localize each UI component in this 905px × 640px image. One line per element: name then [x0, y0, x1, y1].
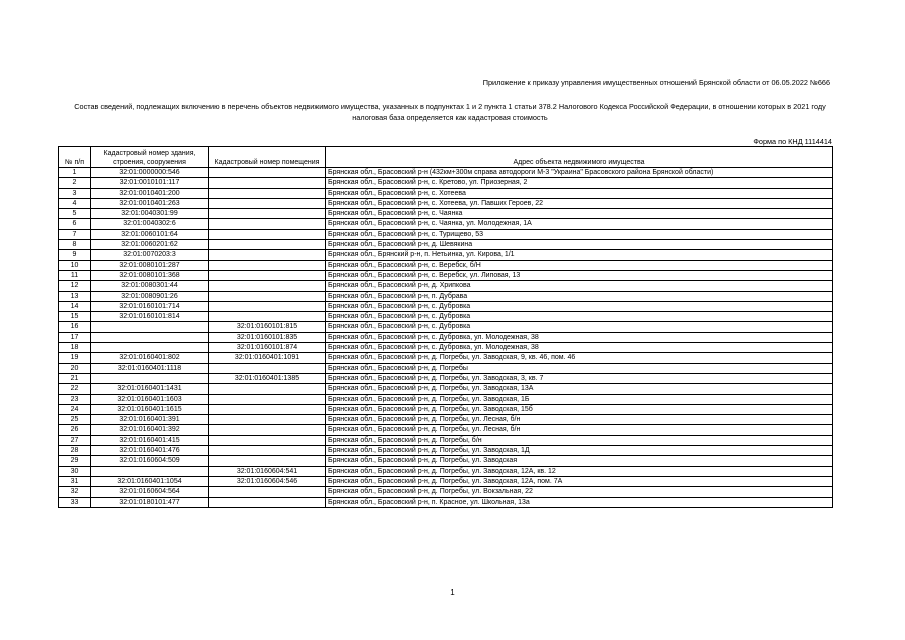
document-heading: Состав сведений, подлежащих включению в перечень объектов недвижимого имущества, указанных в подпунктах 1 и 2 пункта 1 статьи 378.2 Налогового Кодекса Российской Федерации, в отношении которых в 2021 году налоговая база определяется как кадастровая стоимость: [74, 102, 826, 122]
page-number: 1: [450, 588, 455, 597]
cell-number: 26: [59, 425, 91, 435]
table-row: [59, 240, 833, 250]
cell-address: Брянская обл., Брасовский р-н, д. Погребы, ул. Заводская, 12А, пом. 7А: [326, 476, 833, 486]
cell-address: Брянская обл., Брасовский р-н, д. Погребы, ул. Заводская, 1Б: [326, 394, 833, 404]
table-row: [59, 198, 833, 208]
cell-number: 22: [59, 384, 91, 394]
cell-building-cadastral: 32:01:0010101:117: [91, 178, 209, 188]
cell-building-cadastral: 32:01:0010401:263: [91, 198, 209, 208]
cell-building-cadastral: 32:01:0070203:3: [91, 250, 209, 260]
cell-address: Брянская обл., Брасовский р-н, д. Погребы, ул. Заводская: [326, 456, 833, 466]
cell-room-cadastral: [209, 229, 326, 239]
cell-address: Брянская обл., Брасовский р-н, с. Веребск, ул. Липовая, 13: [326, 270, 833, 280]
cell-address: Брянская обл., Брасовский р-н, с. Дубровка, ул. Молодежная, 38: [326, 332, 833, 342]
table-row: [59, 363, 833, 373]
table-row: [59, 322, 833, 332]
cell-address: Брянская обл., Брасовский р-н, д. Погребы, ул. Лесная, б/н: [326, 415, 833, 425]
cell-address: Брянская обл., Брасовский р-н, д. Шевякина: [326, 240, 833, 250]
cell-room-cadastral: [209, 394, 326, 404]
cell-room-cadastral: 32:01:0160401:1385: [209, 373, 326, 383]
cell-room-cadastral: [209, 198, 326, 208]
cell-building-cadastral: 32:01:0060201:62: [91, 240, 209, 250]
col-header-room-cadastral: Кадастровый номер помещения: [209, 147, 326, 168]
cell-building-cadastral: 32:01:0160401:392: [91, 425, 209, 435]
table-row: [59, 476, 833, 486]
cell-address: Брянская обл., Брасовский р-н, д. Погребы: [326, 363, 833, 373]
table-row: [59, 188, 833, 198]
table-row: [59, 260, 833, 270]
cell-address: Брянская обл., Брасовский р-н, п. Дубрава: [326, 291, 833, 301]
table-row: [59, 291, 833, 301]
cell-address: Брянская обл., Брасовский р-н, с. Чаянка: [326, 209, 833, 219]
cell-room-cadastral: [209, 240, 326, 250]
cell-building-cadastral: 32:01:0160401:1054: [91, 476, 209, 486]
cell-number: 18: [59, 343, 91, 353]
cell-building-cadastral: 32:01:0160401:1603: [91, 394, 209, 404]
cell-number: 28: [59, 446, 91, 456]
table-row: [59, 384, 833, 394]
cell-building-cadastral: [91, 466, 209, 476]
cell-building-cadastral: 32:01:0160401:1118: [91, 363, 209, 373]
cell-number: 17: [59, 332, 91, 342]
table-row: [59, 219, 833, 229]
appendix-note: Приложение к приказу управления имущественных отношений Брянской области от 06.05.2022 №666: [482, 78, 830, 87]
cell-building-cadastral: 32:01:0080301:44: [91, 281, 209, 291]
cell-building-cadastral: 32:01:0000000:546: [91, 168, 209, 178]
cell-number: 3: [59, 188, 91, 198]
cell-address: Брянская обл., Брасовский р-н, д. Погребы, ул. Вокзальная, 22: [326, 487, 833, 497]
cell-room-cadastral: [209, 250, 326, 260]
table-row: [59, 415, 833, 425]
cell-number: 4: [59, 198, 91, 208]
table-row: [59, 353, 833, 363]
table-row: [59, 497, 833, 507]
cell-address: Брянская обл., Брасовский р-н, с. Чаянка, ул. Молодежная, 1А: [326, 219, 833, 229]
cell-address: Брянская обл., Брасовский р-н, п. Красное, ул. Школьная, 13а: [326, 497, 833, 507]
table-row: [59, 178, 833, 188]
cell-building-cadastral: 32:01:0040302:6: [91, 219, 209, 229]
cell-room-cadastral: [209, 168, 326, 178]
cell-room-cadastral: [209, 188, 326, 198]
cell-address: Брянская обл., Брасовский р-н, д. Хрипкова: [326, 281, 833, 291]
cell-address: Брянская обл., Брасовский р-н, с. Дубровка: [326, 301, 833, 311]
cell-building-cadastral: [91, 373, 209, 383]
col-header-address: Адрес объекта недвижимого имущества: [326, 147, 833, 168]
cell-address: Брянская обл., Брасовский р-н, д. Погребы, ул. Заводская, 9, кв. 46, пом. 46: [326, 353, 833, 363]
cell-building-cadastral: 32:01:0160101:714: [91, 301, 209, 311]
table-row: [59, 301, 833, 311]
cell-room-cadastral: 32:01:0160101:815: [209, 322, 326, 332]
cell-number: 14: [59, 301, 91, 311]
property-register-table: [58, 146, 833, 508]
cell-room-cadastral: 32:01:0160604:541: [209, 466, 326, 476]
cell-room-cadastral: [209, 291, 326, 301]
cell-room-cadastral: 32:01:0160101:874: [209, 343, 326, 353]
cell-building-cadastral: [91, 322, 209, 332]
cell-room-cadastral: [209, 301, 326, 311]
table-row: [59, 229, 833, 239]
cell-number: 10: [59, 260, 91, 270]
cell-address: Брянская обл., Брасовский р-н, д. Погребы, ул. Заводская, 3, кв. 7: [326, 373, 833, 383]
cell-number: 13: [59, 291, 91, 301]
table-row: [59, 270, 833, 280]
cell-room-cadastral: [209, 497, 326, 507]
cell-room-cadastral: [209, 415, 326, 425]
cell-building-cadastral: 32:01:0180101:477: [91, 497, 209, 507]
cell-room-cadastral: [209, 281, 326, 291]
cell-address: Брянская обл., Брасовский р-н, д. Погребы, ул. Заводская, 12А, кв. 12: [326, 466, 833, 476]
cell-room-cadastral: [209, 446, 326, 456]
cell-building-cadastral: 32:01:0010401:200: [91, 188, 209, 198]
cell-room-cadastral: [209, 487, 326, 497]
table-row: [59, 446, 833, 456]
table-row: [59, 435, 833, 445]
cell-room-cadastral: [209, 178, 326, 188]
cell-building-cadastral: [91, 332, 209, 342]
cell-number: 7: [59, 229, 91, 239]
table-row: [59, 456, 833, 466]
table-row: [59, 466, 833, 476]
cell-number: 16: [59, 322, 91, 332]
table-row: [59, 394, 833, 404]
cell-address: Брянская обл., Брасовский р-н, с. Дубровка, ул. Молодежная, 38: [326, 343, 833, 353]
table-body: [59, 168, 833, 508]
cell-building-cadastral: 32:01:0160101:814: [91, 312, 209, 322]
cell-address: Брянская обл., Брасовский р-н, д. Погребы, ул. Заводская, 1Д: [326, 446, 833, 456]
cell-number: 6: [59, 219, 91, 229]
table-row: [59, 312, 833, 322]
cell-number: 1: [59, 168, 91, 178]
cell-building-cadastral: 32:01:0160401:802: [91, 353, 209, 363]
cell-room-cadastral: [209, 435, 326, 445]
cell-address: Брянская обл., Брянский р-н, п. Нетьинка, ул. Кирова, 1/1: [326, 250, 833, 260]
cell-address: Брянская обл., Брасовский р-н, с. Хотеева: [326, 188, 833, 198]
cell-room-cadastral: [209, 404, 326, 414]
cell-address: Брянская обл., Брасовский р-н, с. Турищево, 53: [326, 229, 833, 239]
cell-room-cadastral: [209, 363, 326, 373]
cell-address: Брянская обл., Брасовский р-н, с. Веребск, б/Н: [326, 260, 833, 270]
col-header-number: № п/п: [59, 147, 91, 168]
cell-room-cadastral: 32:01:0160101:835: [209, 332, 326, 342]
cell-number: 25: [59, 415, 91, 425]
table-row: [59, 332, 833, 342]
cell-room-cadastral: 32:01:0160401:1091: [209, 353, 326, 363]
cell-address: Брянская обл., Брасовский р-н, с. Кретово, ул. Приозерная, 2: [326, 178, 833, 188]
cell-building-cadastral: 32:01:0160401:391: [91, 415, 209, 425]
cell-address: Брянская обл., Брасовский р-н, д. Погребы, ул. Лесная, б/н: [326, 425, 833, 435]
cell-number: 15: [59, 312, 91, 322]
cell-number: 9: [59, 250, 91, 260]
cell-number: 30: [59, 466, 91, 476]
cell-building-cadastral: 32:01:0160401:1615: [91, 404, 209, 414]
cell-room-cadastral: 32:01:0160604:546: [209, 476, 326, 486]
cell-number: 33: [59, 497, 91, 507]
cell-number: 23: [59, 394, 91, 404]
cell-building-cadastral: 32:01:0080101:368: [91, 270, 209, 280]
cell-room-cadastral: [209, 425, 326, 435]
cell-number: 27: [59, 435, 91, 445]
cell-number: 21: [59, 373, 91, 383]
cell-address: Брянская обл., Брасовский р-н, д. Погребы, ул. Заводская, 13А: [326, 384, 833, 394]
cell-number: 19: [59, 353, 91, 363]
cell-building-cadastral: 32:01:0160401:415: [91, 435, 209, 445]
cell-room-cadastral: [209, 270, 326, 280]
table-row: [59, 209, 833, 219]
cell-number: 31: [59, 476, 91, 486]
table-row: [59, 168, 833, 178]
form-number: Форма по КНД 1114414: [753, 137, 832, 146]
cell-number: 8: [59, 240, 91, 250]
table-row: [59, 404, 833, 414]
table-row: [59, 281, 833, 291]
cell-room-cadastral: [209, 209, 326, 219]
cell-number: 32: [59, 487, 91, 497]
cell-building-cadastral: 32:01:0160401:1431: [91, 384, 209, 394]
cell-address: Брянская обл., Брасовский р-н, д. Погребы, б/н: [326, 435, 833, 445]
cell-building-cadastral: 32:01:0160604:509: [91, 456, 209, 466]
cell-room-cadastral: [209, 456, 326, 466]
cell-number: 2: [59, 178, 91, 188]
cell-building-cadastral: 32:01:0080101:287: [91, 260, 209, 270]
cell-building-cadastral: 32:01:0160401:476: [91, 446, 209, 456]
cell-address: Брянская обл., Брасовский р-н (432км+300м справа автодороги М-3 "Украина" Брасовского района Брянской области): [326, 168, 833, 178]
col-header-building-cadastral: Кадастровый номер здания, строения, сооружения: [91, 147, 209, 168]
table-header-row: [59, 147, 833, 168]
cell-address: Брянская обл., Брасовский р-н, с. Дубровка: [326, 322, 833, 332]
cell-building-cadastral: 32:01:0160604:564: [91, 487, 209, 497]
cell-number: 11: [59, 270, 91, 280]
cell-address: Брянская обл., Брасовский р-н, с. Хотеева, ул. Павших Героев, 22: [326, 198, 833, 208]
cell-address: Брянская обл., Брасовский р-н, с. Дубровка: [326, 312, 833, 322]
cell-building-cadastral: 32:01:0080901:26: [91, 291, 209, 301]
cell-address: Брянская обл., Брасовский р-н, д. Погребы, ул. Заводская, 15б: [326, 404, 833, 414]
cell-room-cadastral: [209, 260, 326, 270]
table-row: [59, 487, 833, 497]
cell-room-cadastral: [209, 312, 326, 322]
cell-building-cadastral: [91, 343, 209, 353]
cell-room-cadastral: [209, 219, 326, 229]
cell-building-cadastral: 32:01:0040301:99: [91, 209, 209, 219]
table-row: [59, 373, 833, 383]
table-row: [59, 425, 833, 435]
cell-building-cadastral: 32:01:0060101:64: [91, 229, 209, 239]
cell-number: 24: [59, 404, 91, 414]
table-row: [59, 250, 833, 260]
cell-room-cadastral: [209, 384, 326, 394]
cell-number: 29: [59, 456, 91, 466]
cell-number: 5: [59, 209, 91, 219]
cell-number: 20: [59, 363, 91, 373]
table-row: [59, 343, 833, 353]
cell-number: 12: [59, 281, 91, 291]
